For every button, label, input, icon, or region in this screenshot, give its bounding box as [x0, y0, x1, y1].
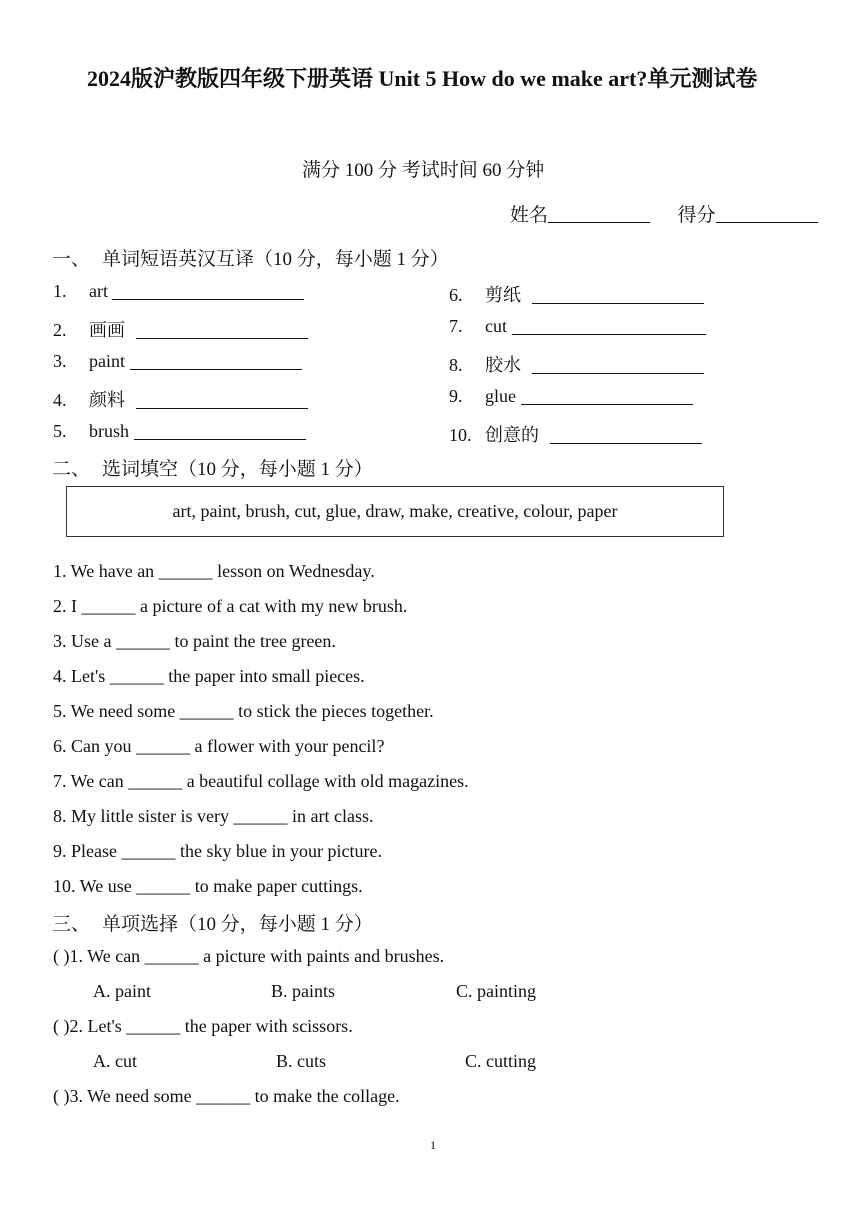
item-word: 画画 [89, 320, 125, 340]
answer-blank [550, 426, 702, 444]
vocab-item [449, 316, 706, 337]
fill-sentence: 3. Use a ______ to paint the tree green. [53, 631, 336, 651]
fill-sentence: 7. We can ______ a beautiful collage with old magazines. [53, 771, 469, 791]
vocab-item [449, 351, 704, 377]
option-c: C. cutting [465, 1051, 536, 1071]
answer-blank [134, 422, 306, 440]
answer-blank [521, 387, 693, 405]
item-number: 4. [53, 390, 67, 410]
vocab-item [53, 281, 304, 302]
vocab-item [449, 281, 704, 307]
document-title: 2024版沪教版四年级下册英语 Unit 5 How do we make art?单元测试卷 [87, 66, 758, 91]
item-word: paint [89, 351, 125, 371]
item-number: 9. [449, 386, 463, 406]
name-score-line [510, 200, 818, 227]
name-label: 姓名 [510, 205, 549, 226]
answer-blank [532, 286, 704, 304]
fill-sentence: 10. We use ______ to make paper cuttings. [53, 876, 363, 896]
fill-sentence: 2. I ______ a picture of a cat with my new brush. [53, 596, 408, 616]
fill-sentence: 6. Can you ______ a flower with your pencil? [53, 736, 385, 756]
item-word: art [89, 281, 108, 301]
mc-question: ( )1. We can ______ a picture with paints and brushes. [53, 946, 445, 966]
mc-question: ( )3. We need some ______ to make the collage. [53, 1086, 400, 1106]
answer-blank [136, 391, 308, 409]
item-number: 8. [449, 355, 463, 375]
item-word: brush [89, 421, 129, 441]
answer-blank [130, 352, 302, 370]
item-word: 创意的 [485, 425, 539, 445]
option-a: A. cut [93, 1051, 137, 1071]
section1-heading [52, 244, 449, 271]
section2-number: 二、 [52, 459, 91, 480]
section3-heading [52, 909, 373, 936]
vocab-item [53, 421, 306, 442]
vocab-item [53, 351, 302, 372]
vocab-item [53, 386, 308, 412]
option-b: B. cuts [276, 1051, 327, 1071]
option-a: A. paint [93, 981, 151, 1001]
item-word: cut [485, 316, 507, 336]
item-number: 3. [53, 351, 67, 371]
answer-blank [136, 321, 308, 339]
word-bank: art, paint, brush, cut, glue, draw, make, creative, colour, paper [172, 501, 618, 521]
item-word: 胶水 [485, 355, 521, 375]
item-number: 7. [449, 316, 463, 336]
option-c: C. painting [456, 981, 536, 1001]
answer-blank [512, 317, 706, 335]
fill-sentence: 8. My little sister is very ______ in art class. [53, 806, 374, 826]
answer-blank [112, 282, 304, 300]
option-b: B. paints [271, 981, 336, 1001]
exam-info: 满分 100 分 考试时间 60 分钟 [302, 160, 545, 181]
item-word: 颜料 [89, 390, 125, 410]
fill-sentence: 4. Let's ______ the paper into small pieces. [53, 666, 365, 686]
item-word: 剪纸 [485, 285, 521, 305]
answer-blank [532, 356, 704, 374]
score-blank [716, 204, 818, 223]
item-number: 1. [53, 281, 67, 301]
section2-heading [52, 454, 373, 481]
fill-sentence: 5. We need some ______ to stick the pieces together. [53, 701, 434, 721]
item-word: glue [485, 386, 516, 406]
item-number: 10. [449, 425, 472, 445]
item-number: 5. [53, 421, 67, 441]
fill-sentence: 1. We have an ______ lesson on Wednesday. [53, 561, 375, 581]
section3-number: 三、 [52, 914, 91, 935]
page-number: 1 [430, 1138, 436, 1152]
section1-title: 单词短语英汉互译（10 分，每小题 1 分） [102, 249, 449, 270]
name-blank [548, 204, 650, 223]
item-number: 2. [53, 320, 67, 340]
vocab-item [449, 421, 702, 447]
mc-question: ( )2. Let's ______ the paper with scissors. [53, 1016, 353, 1036]
item-number: 6. [449, 285, 463, 305]
section1-number: 一、 [52, 249, 91, 270]
word-bank-box [66, 486, 724, 537]
score-label: 得分 [677, 205, 716, 226]
fill-sentence: 9. Please ______ the sky blue in your picture. [53, 841, 382, 861]
section2-title: 选词填空（10 分，每小题 1 分） [102, 459, 373, 480]
section3-title: 单项选择（10 分，每小题 1 分） [102, 914, 373, 935]
vocab-item [449, 386, 693, 407]
vocab-item [53, 316, 308, 342]
